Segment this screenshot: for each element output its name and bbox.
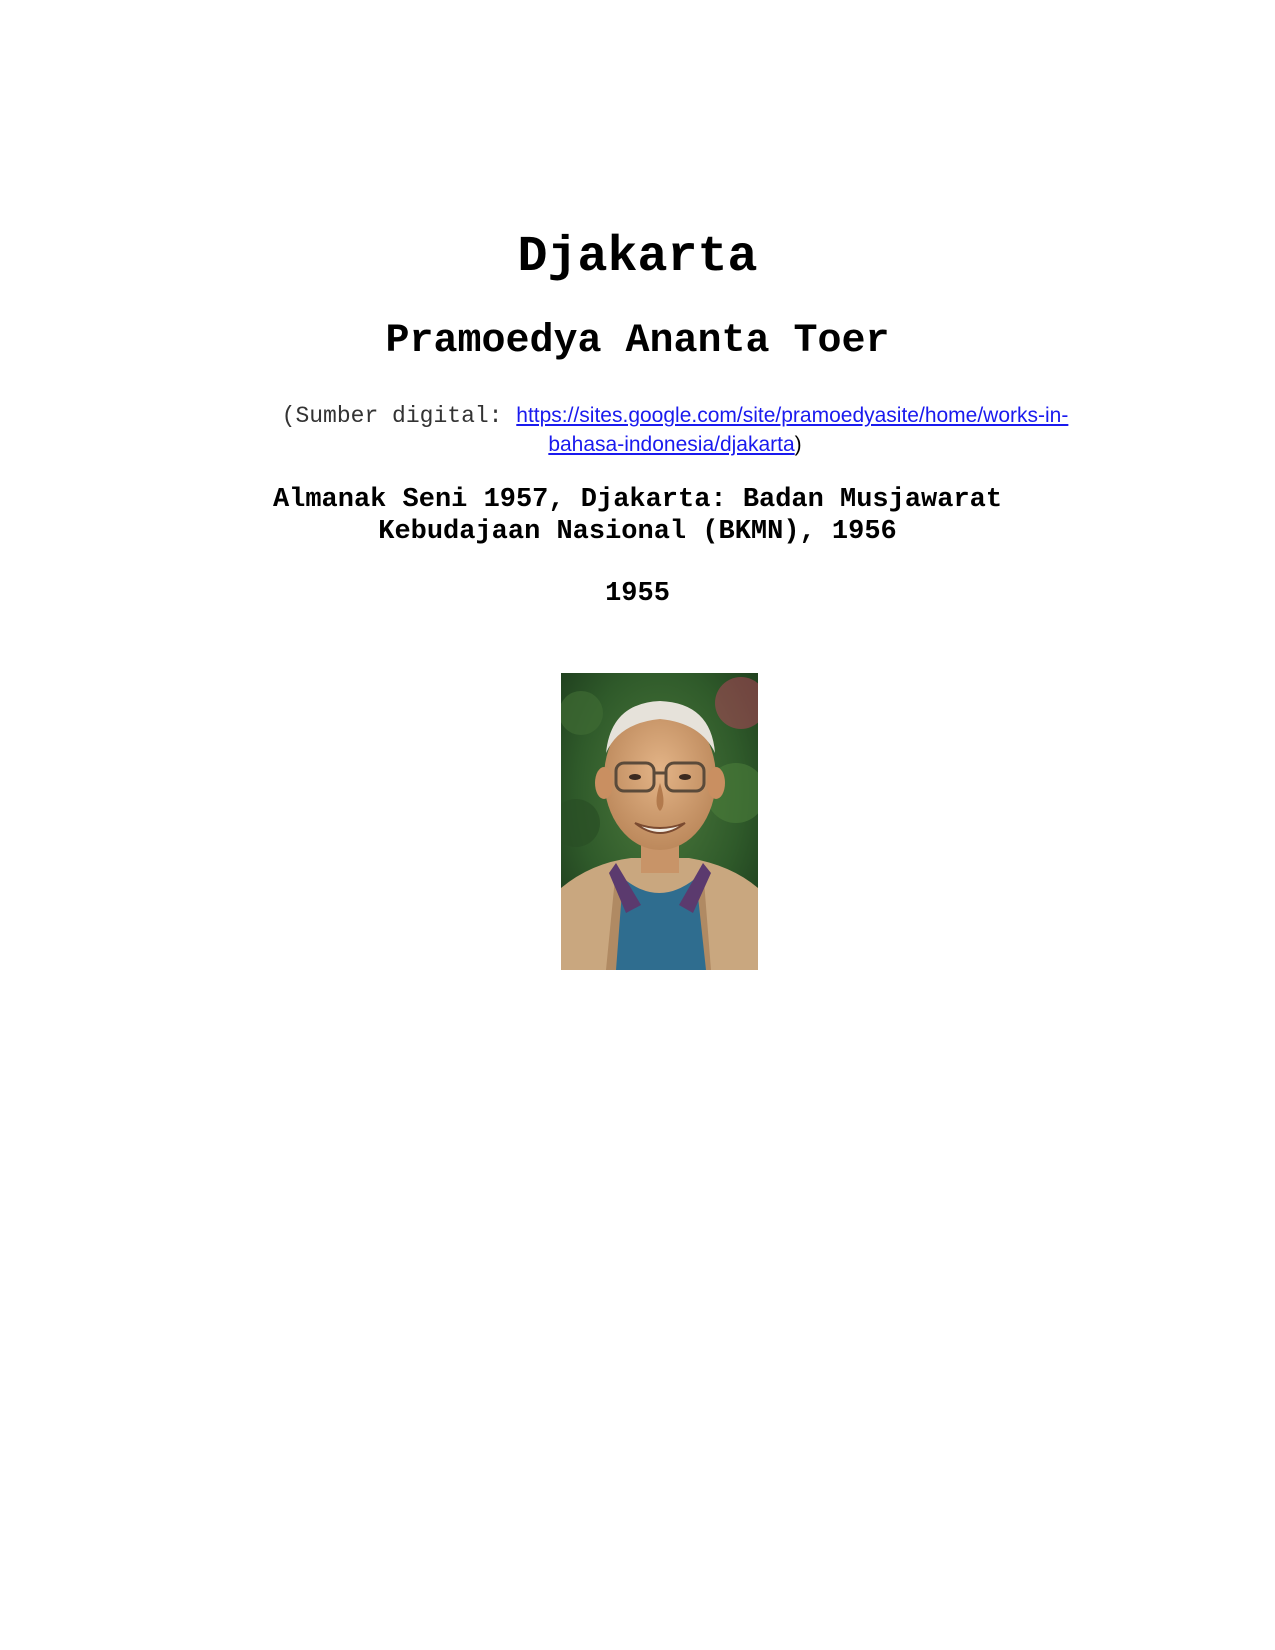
- publication-info: Almanak Seni 1957, Djakarta: Badan Musjawarat Kebudajaan Nasional (BKMN), 1956: [272, 485, 1003, 547]
- source-prefix: (Sumber digital:: [281, 403, 517, 429]
- portrait-illustration: [561, 673, 758, 970]
- publication-year: 1955: [605, 579, 670, 609]
- author-portrait-image: [561, 673, 758, 970]
- source-line: [255, 402, 1095, 460]
- source-suffix: ): [794, 433, 802, 456]
- document-title: Djakarta: [517, 229, 758, 286]
- author-name: Pramoedya Ananta Toer: [385, 319, 890, 364]
- source-link[interactable]: https://sites.google.com/site/pramoedyasite/home/works-in-bahasa-indonesia/djakarta: [516, 404, 1069, 456]
